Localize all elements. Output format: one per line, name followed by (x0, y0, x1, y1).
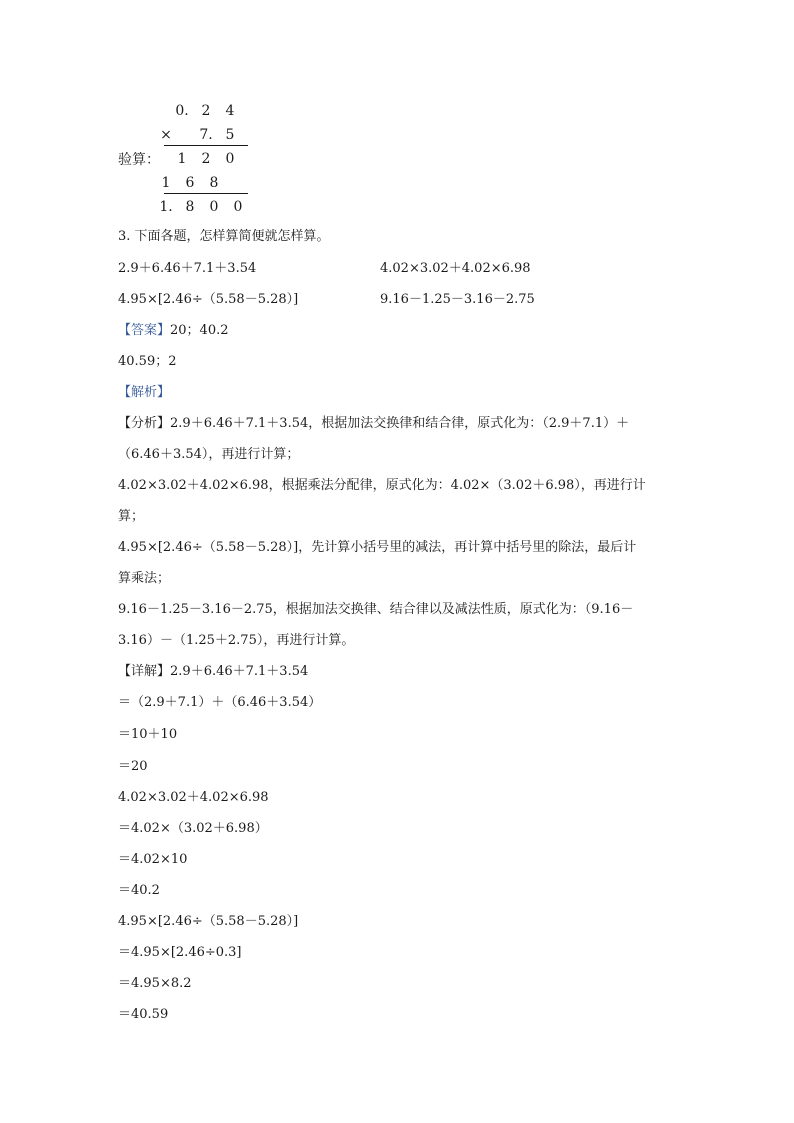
analysis-p4-line2: 3.16）－（1.25＋2.75），再进行计算。 (118, 633, 355, 648)
vert-row5-d4: 0 (233, 199, 243, 215)
analysis-p2-line2: 算； (118, 509, 145, 524)
answer-value-1: 20；40.2 (170, 323, 229, 338)
detail-label: 【详解】 (118, 664, 171, 679)
vert-row3-d3: 0 (225, 151, 235, 167)
analysis-p2-line1: 4.02×3.02＋4.02×6.98，根据乘法分配律，原式化为：4.02×（3.02＋6.98），再进行计 (118, 478, 646, 493)
question-title: 3. 下面各题，怎样算简便就怎样算。 (118, 229, 330, 244)
vert-times-sign: × (160, 127, 172, 143)
vert-row1-d2: 2 (201, 103, 211, 119)
detail-step-4: 4.02×3.02＋4.02×6.98 (118, 790, 269, 805)
answer-label: 【答案】 (118, 323, 171, 338)
verification-label: 验算： (118, 152, 160, 168)
vert-rule-2 (164, 193, 248, 194)
detail-step-8: 4.95×[2.46÷（5.58－5.28）] (118, 914, 299, 929)
vert-row4-d1: 1 (161, 175, 171, 191)
detail-step-9: ＝4.95×[2.46÷0.3] (118, 945, 242, 960)
detail-step-11: ＝40.59 (118, 1007, 169, 1022)
detail-step-7: ＝40.2 (118, 883, 160, 898)
detail-step-6: ＝4.02×10 (118, 852, 188, 867)
vert-row5-d1: 1. (159, 199, 173, 215)
vert-rule-1 (164, 145, 248, 146)
vert-row1-d3: 4 (225, 103, 235, 119)
question-item-3: 4.95×[2.46÷（5.58－5.28）] (118, 292, 299, 307)
analysis-p1-line2: （6.46＋3.54），再进行计算； (118, 447, 300, 462)
answer-line-1 (118, 324, 229, 337)
detail-step-10: ＝4.95×8.2 (118, 976, 192, 991)
analysis-label: 【解析】 (118, 385, 171, 400)
detail-step-2: ＝10＋10 (118, 727, 178, 742)
analysis-p4-line1: 9.16－1.25－3.16－2.75，根据加法交换律、结合律以及减法性质，原式化为：（9.16－ (118, 602, 634, 617)
question-item-2: 4.02×3.02＋4.02×6.98 (380, 261, 531, 276)
analysis-p1-line1 (118, 417, 629, 430)
fenxi-label: 【分析】 (118, 416, 171, 431)
detail-step-3: ＝20 (118, 759, 148, 774)
vert-row2-d1: 7. (199, 127, 213, 143)
analysis-p3-line1: 4.95×[2.46÷（5.58－5.28）]，先计算小括号里的减法，再计算中括号里的除法，最后计 (118, 540, 637, 555)
vert-row3-d2: 2 (201, 151, 211, 167)
vert-row4-d2: 6 (185, 175, 195, 191)
detail-first-line (118, 665, 308, 678)
detail-step-1: ＝（2.9＋7.1）＋（6.46＋3.54） (118, 695, 322, 710)
question-item-4: 9.16－1.25－3.16－2.75 (380, 292, 535, 307)
vert-row1-d1: 0. (175, 103, 189, 119)
vert-row2-d2: 5 (225, 127, 235, 143)
vert-row4-d3: 8 (209, 175, 219, 191)
analysis-p3-line2: 算乘法； (118, 571, 171, 586)
vert-row5-d2: 8 (185, 199, 195, 215)
vert-row5-d3: 0 (209, 199, 219, 215)
analysis-p1a: 2.9＋6.46＋7.1＋3.54，根据加法交换律和结合律，原式化为：（2.9＋7.1）＋ (170, 416, 630, 431)
answer-line-2: 40.59；2 (118, 354, 177, 369)
vert-row3-d1: 1 (177, 151, 187, 167)
question-item-1: 2.9＋6.46＋7.1＋3.54 (118, 261, 257, 276)
detail-first-expr: 2.9＋6.46＋7.1＋3.54 (170, 664, 309, 679)
detail-step-5: ＝4.02×（3.02＋6.98） (118, 821, 268, 836)
